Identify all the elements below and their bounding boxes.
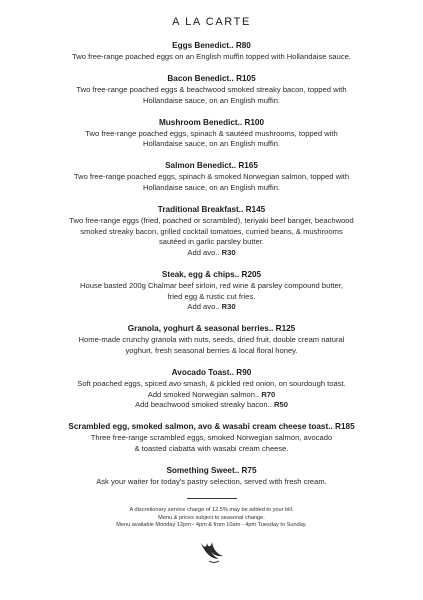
menu-item — [32, 269, 392, 313]
item-description: Two free-range eggs (fried, poached or scrambled), teriyaki beef banger, beachwood — [69, 216, 354, 226]
item-description: yoghurt, fresh seasonal berries & local floral honey. — [125, 345, 298, 355]
item-description: & toasted ciabatta with wasabi cream cheese. — [134, 443, 289, 453]
item-price: R145 — [245, 205, 266, 215]
item-description: sautéed in garlic parsley butter. — [158, 237, 265, 247]
item-addon — [32, 302, 392, 313]
price-separator: .. — [268, 324, 276, 334]
item-name: Something Sweet — [166, 465, 235, 475]
item-name: Bacon Benedict — [167, 74, 230, 84]
item-heading — [32, 421, 392, 433]
addon-price: R30 — [221, 302, 236, 312]
item-price: R75 — [241, 465, 257, 475]
item-description: House basted 200g Chalmar beef sirloin, red wine & parsley compound butter, — [80, 281, 343, 291]
price-separator: .. — [234, 465, 242, 475]
item-description: Soft poached eggs, spiced avo smash, & pickled red onion, on sourdough toast. — [77, 379, 346, 388]
item-price: R205 — [241, 270, 262, 280]
item-description: Two free-range poached eggs, spinach & smoked Norwegian salmon, topped with — [73, 172, 350, 182]
footer-line: A discretionary service charge of 12.5% may be added to your bill. — [129, 507, 294, 514]
item-price: R100 — [244, 117, 265, 127]
item-description: Hollandaise sauce, on an English muffin. — [142, 139, 281, 149]
menu-item — [32, 367, 392, 411]
menu-item — [32, 421, 392, 454]
item-description: Hollandaise sauce, on an English muffin. — [142, 95, 281, 105]
item-heading — [32, 367, 392, 379]
price-separator: .. — [234, 270, 242, 280]
item-addon — [32, 400, 392, 411]
item-name: Mushroom Benedict — [158, 117, 238, 127]
menu-title: A LA CARTE — [172, 16, 251, 28]
item-price: R125 — [275, 324, 296, 334]
item-name: Traditional Breakfast — [157, 205, 239, 215]
menu-item — [32, 323, 392, 356]
item-name: Granola, yoghurt & seasonal berries — [127, 324, 269, 334]
item-name: Avocado Toast — [171, 368, 230, 377]
addon-price: R50 — [273, 400, 288, 410]
item-price: R105 — [236, 74, 256, 84]
item-name: Salmon Benedict — [165, 161, 232, 171]
price-separator: .. — [229, 74, 237, 84]
item-price: R185 — [335, 422, 355, 432]
footer-line: Menu & prices subject to seasonal change. — [158, 514, 265, 521]
addon-text: Add avo — [187, 247, 216, 257]
bird-logo-icon — [197, 537, 227, 567]
item-heading — [32, 204, 392, 216]
item-description: Home-made crunchy granola with nuts, seeds, dried fruit, double cream natural — [78, 335, 345, 345]
item-description: smoked streaky bacon, grilled cocktail tomatoes, curried beans, & mushrooms — [80, 226, 343, 236]
item-heading — [32, 117, 392, 129]
item-description: Hollandaise sauce, on an English muffin. — [142, 183, 281, 193]
item-addon — [32, 248, 392, 259]
menu-items — [0, 40, 423, 488]
item-description: Ask your waiter for today's pastry selection, served with fresh cream. — [96, 476, 327, 486]
footer-divider — [187, 498, 237, 499]
addon-text: Add beachwood smoked streaky bacon — [135, 400, 268, 410]
price-separator: .. — [229, 368, 237, 377]
item-price: R90 — [236, 368, 252, 377]
addon-text: Add smoked Norwegian salmon — [147, 389, 255, 399]
price-separator: .. — [238, 205, 246, 215]
item-name: Eggs Benedict — [172, 41, 229, 50]
menu-item — [32, 204, 392, 258]
item-price: R165 — [238, 161, 258, 171]
addon-text: Add avo — [187, 302, 216, 312]
price-separator: .. — [215, 247, 222, 257]
item-heading — [32, 73, 392, 85]
menu-item — [32, 117, 392, 150]
price-separator: .. — [328, 422, 336, 432]
item-description: Two free-range poached eggs & beachwood smoked streaky bacon, topped with — [76, 85, 347, 95]
item-name: Scrambled egg, smoked salmon, avo & wasabi cream cheese toast — [68, 422, 329, 432]
item-heading — [32, 465, 392, 477]
item-description: Three free-range scrambled eggs, smoked Norwegian salmon, avocado — [90, 433, 333, 443]
item-name: Steak, egg & chips — [161, 270, 235, 280]
item-description: Two free-range poached eggs, spinach & sautéed mushrooms, topped with — [85, 128, 338, 138]
price-separator: .. — [231, 161, 239, 171]
item-addon — [32, 390, 392, 401]
footer — [0, 507, 423, 530]
menu-item — [32, 73, 392, 106]
addon-price: R70 — [261, 389, 276, 399]
menu-item — [32, 465, 392, 488]
item-heading — [32, 40, 392, 52]
price-separator: .. — [254, 389, 262, 399]
item-description: fried egg & rustic cut fries. — [167, 291, 256, 301]
menu-item — [32, 160, 392, 193]
item-heading — [32, 323, 392, 335]
item-price: R80 — [235, 41, 251, 50]
item-heading — [32, 269, 392, 281]
item-description: Two free-range poached eggs on an English muffin topped with Hollandaise sauce. — [72, 52, 351, 61]
price-separator: .. — [237, 117, 245, 127]
price-separator: .. — [215, 302, 222, 312]
price-separator: .. — [229, 41, 236, 50]
footer-line: Menu available Monday 12pm - 4pm & from 10am - 4pm Tuesday to Sunday. — [116, 522, 307, 529]
price-separator: .. — [267, 400, 274, 410]
item-heading — [32, 160, 392, 172]
menu-item — [32, 40, 392, 63]
addon-price: R30 — [221, 247, 236, 257]
